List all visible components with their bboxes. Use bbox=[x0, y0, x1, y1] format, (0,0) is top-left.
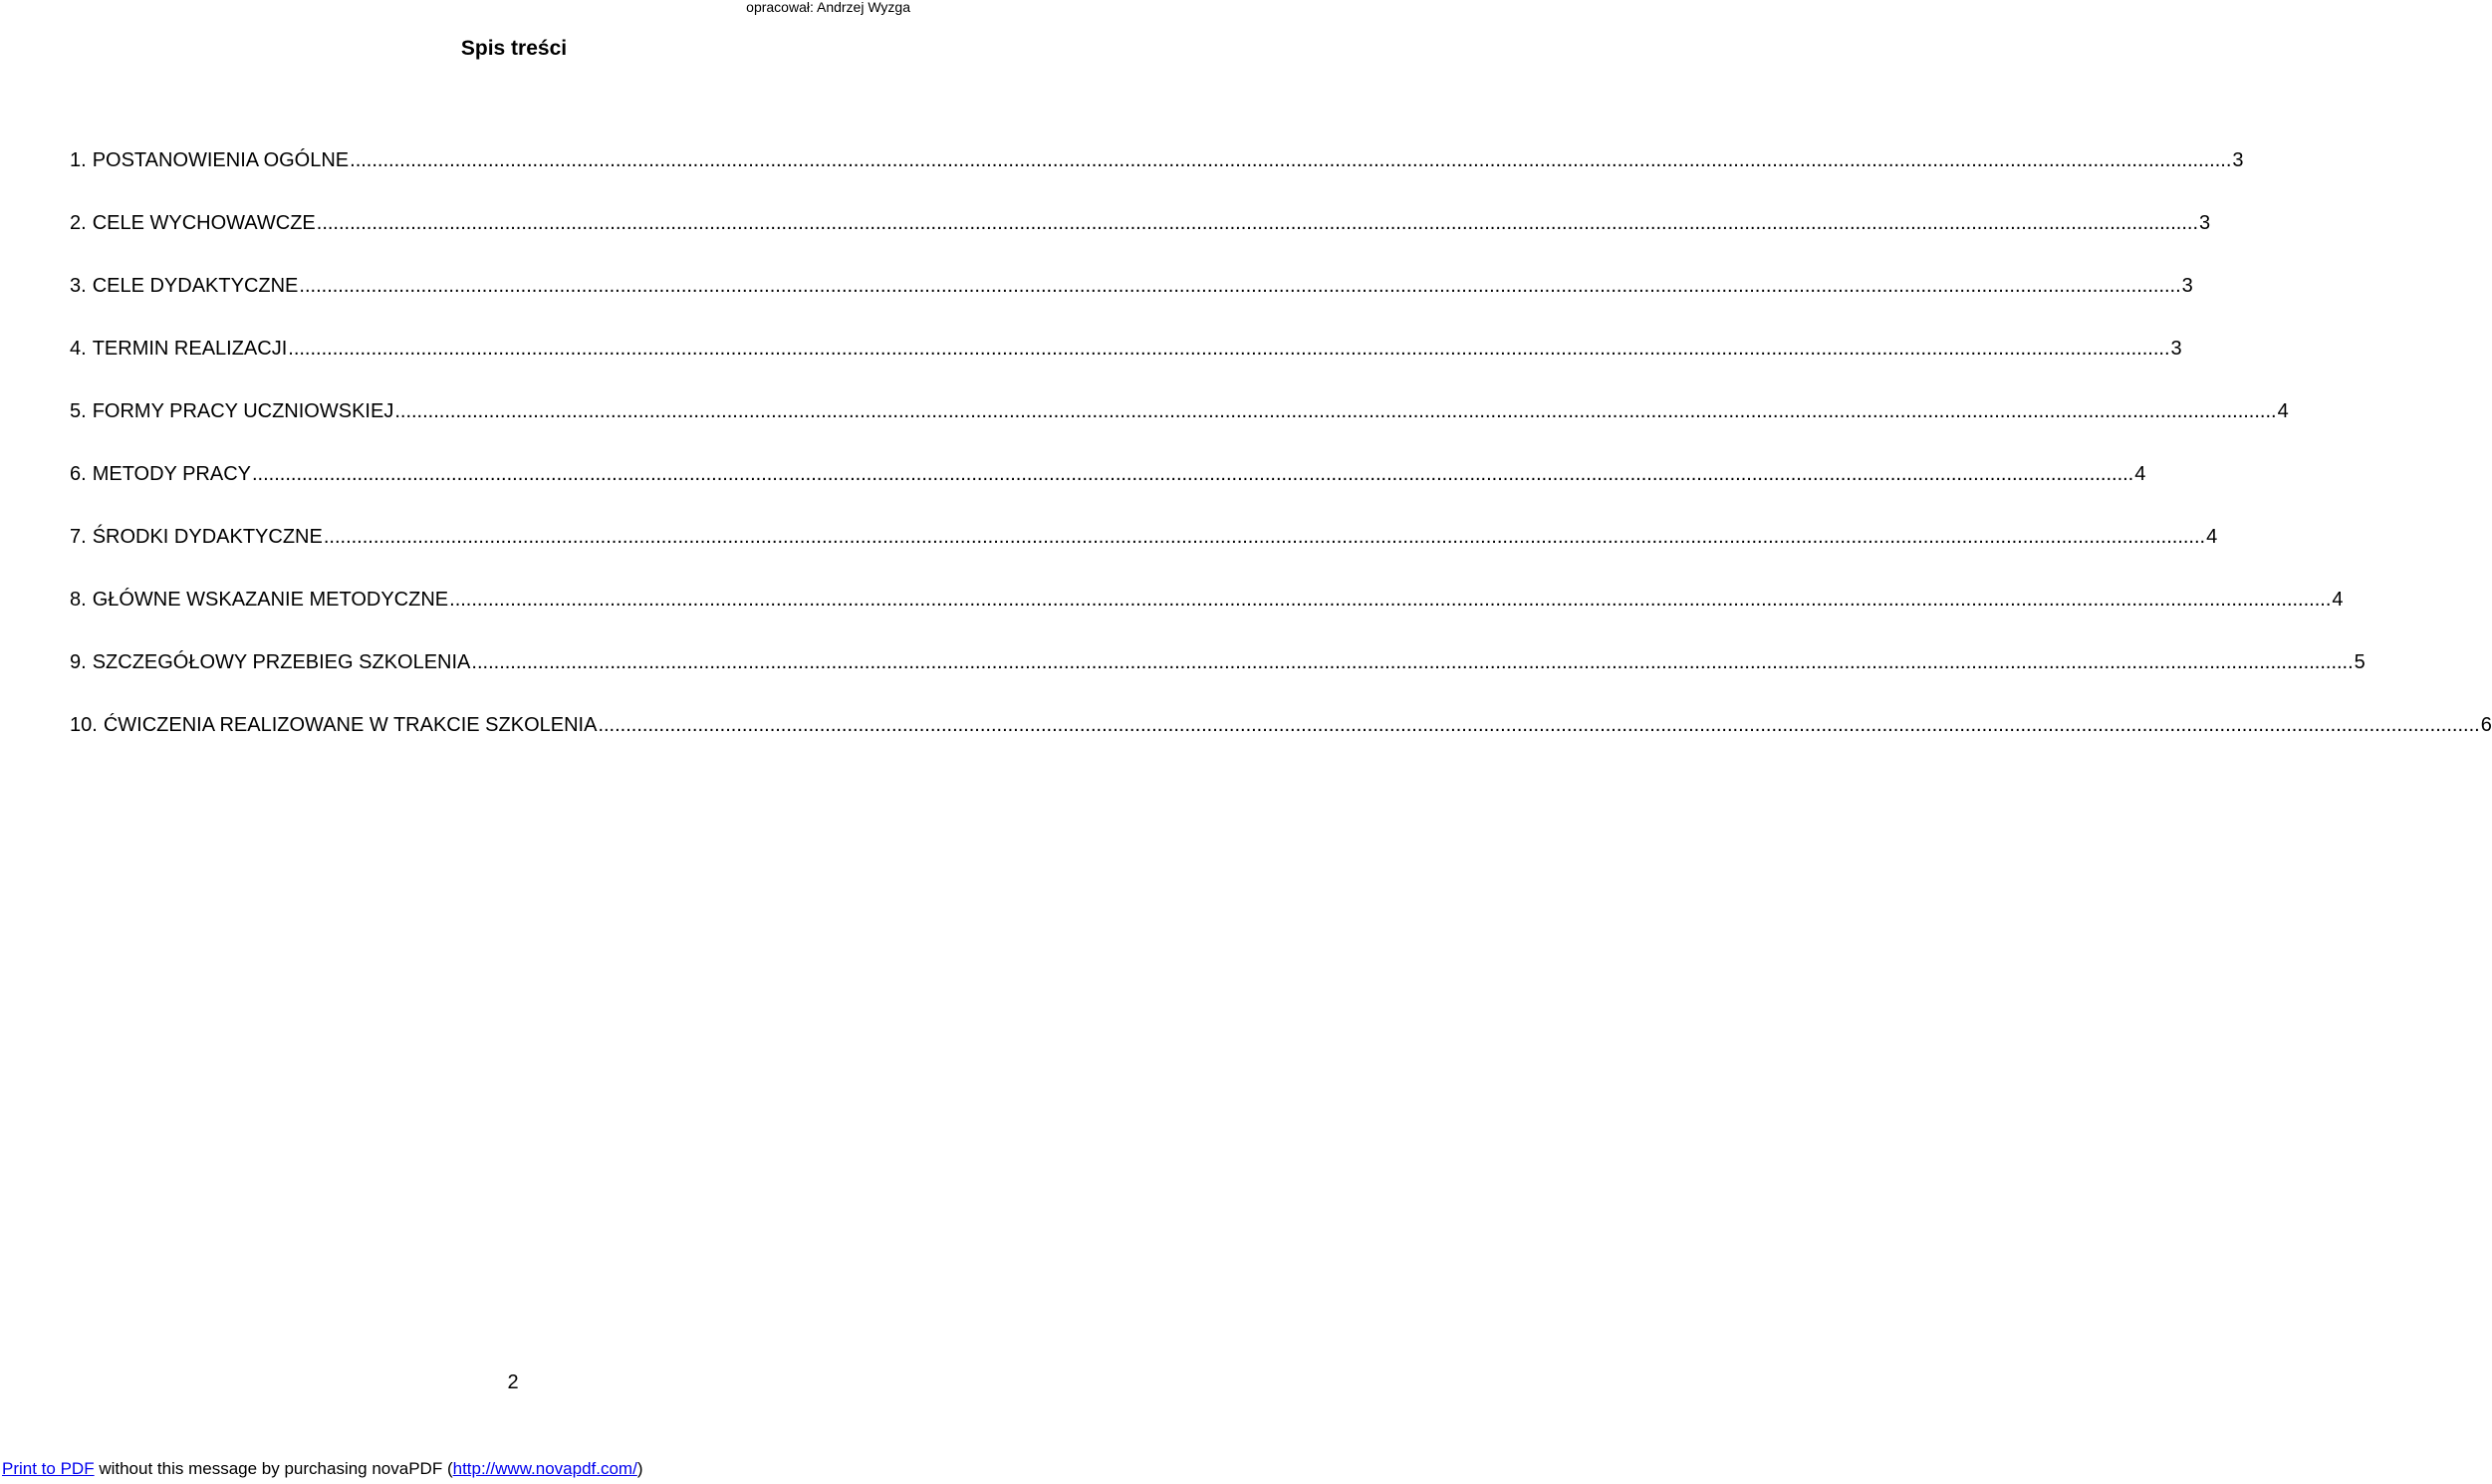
toc-entry-page: 3 bbox=[2199, 212, 2211, 234]
toc-entry[interactable] bbox=[70, 336, 2182, 398]
toc-entry-label: ĆWICZENIA REALIZOWANE W TRAKCIE SZKOLENIA bbox=[103, 714, 598, 736]
toc-entry-number: 3. bbox=[70, 275, 87, 297]
dot-leader bbox=[317, 210, 2198, 236]
toc-entry-number: 6. bbox=[70, 463, 87, 485]
dot-leader bbox=[350, 147, 2231, 173]
toc-entry-page: 5 bbox=[2354, 651, 2366, 673]
toc-entry-page: 4 bbox=[2332, 589, 2344, 611]
toc-entry[interactable] bbox=[70, 461, 2146, 524]
dot-leader bbox=[598, 712, 2479, 738]
toc-entry-number: 1. bbox=[70, 149, 87, 171]
toc-entry-page: 4 bbox=[2134, 463, 2146, 485]
dot-leader bbox=[449, 587, 2331, 613]
toc-entry-label: POSTANOWIENIA OGÓLNE bbox=[92, 149, 350, 171]
footer-text: without this message by purchasing novaPDF ( bbox=[94, 1459, 453, 1478]
toc-entry-number: 5. bbox=[70, 400, 87, 422]
footer-notice bbox=[2, 1459, 642, 1479]
toc-entry-label: GŁÓWNE WSKAZANIE METODYCZNE bbox=[92, 589, 449, 611]
print-to-pdf-link[interactable]: Print to PDF bbox=[2, 1459, 95, 1478]
toc-entry-page: 4 bbox=[2206, 526, 2218, 548]
novapdf-url-link[interactable]: http://www.novapdf.com/ bbox=[452, 1459, 637, 1478]
footer-text-end: ) bbox=[636, 1459, 643, 1478]
toc-entry-label: CELE WYCHOWAWCZE bbox=[92, 212, 316, 234]
toc-entry[interactable] bbox=[70, 524, 2218, 587]
toc-entry-number: 10. bbox=[70, 714, 98, 736]
toc-entry-number: 2. bbox=[70, 212, 87, 234]
toc-entry-number: 4. bbox=[70, 338, 87, 360]
toc-entry[interactable] bbox=[70, 587, 2344, 649]
toc-entry[interactable] bbox=[70, 649, 2366, 712]
dot-leader bbox=[299, 273, 2180, 299]
toc-entry-page: 4 bbox=[2277, 400, 2289, 422]
toc-entry[interactable] bbox=[70, 210, 2211, 273]
toc-entry[interactable] bbox=[70, 712, 2492, 775]
dot-leader bbox=[324, 524, 2205, 550]
toc-entry-page: 6 bbox=[2480, 714, 2492, 736]
toc-entry[interactable] bbox=[70, 273, 2193, 336]
toc-entry-label: METODY PRACY bbox=[92, 463, 251, 485]
toc-entry-label: CELE DYDAKTYCZNE bbox=[92, 275, 299, 297]
toc-entry[interactable] bbox=[70, 398, 2289, 461]
dot-leader bbox=[394, 398, 2276, 424]
page-title: Spis treści bbox=[460, 37, 568, 60]
toc-entry-label: FORMY PRACY UCZNIOWSKIEJ bbox=[92, 400, 394, 422]
toc-entry-label: SZCZEGÓŁOWY PRZEBIEG SZKOLENIA bbox=[92, 651, 471, 673]
toc-entry-page: 3 bbox=[2181, 275, 2193, 297]
toc-entry-label: TERMIN REALIZACJI bbox=[92, 338, 288, 360]
toc-entry-label: ŚRODKI DYDAKTYCZNE bbox=[92, 526, 323, 548]
toc-entry-page: 3 bbox=[2232, 149, 2244, 171]
toc-entry-number: 9. bbox=[70, 651, 87, 673]
page-number: 2 bbox=[507, 1371, 519, 1393]
toc-entry-number: 8. bbox=[70, 589, 87, 611]
dot-leader bbox=[471, 649, 2353, 675]
table-of-contents bbox=[70, 147, 2492, 775]
toc-entry[interactable] bbox=[70, 147, 2244, 210]
author-credit: opracował: Andrzej Wyzga bbox=[746, 0, 910, 15]
toc-entry-number: 7. bbox=[70, 526, 87, 548]
toc-entry-page: 3 bbox=[2170, 338, 2182, 360]
dot-leader bbox=[252, 461, 2133, 487]
dot-leader bbox=[288, 336, 2169, 362]
